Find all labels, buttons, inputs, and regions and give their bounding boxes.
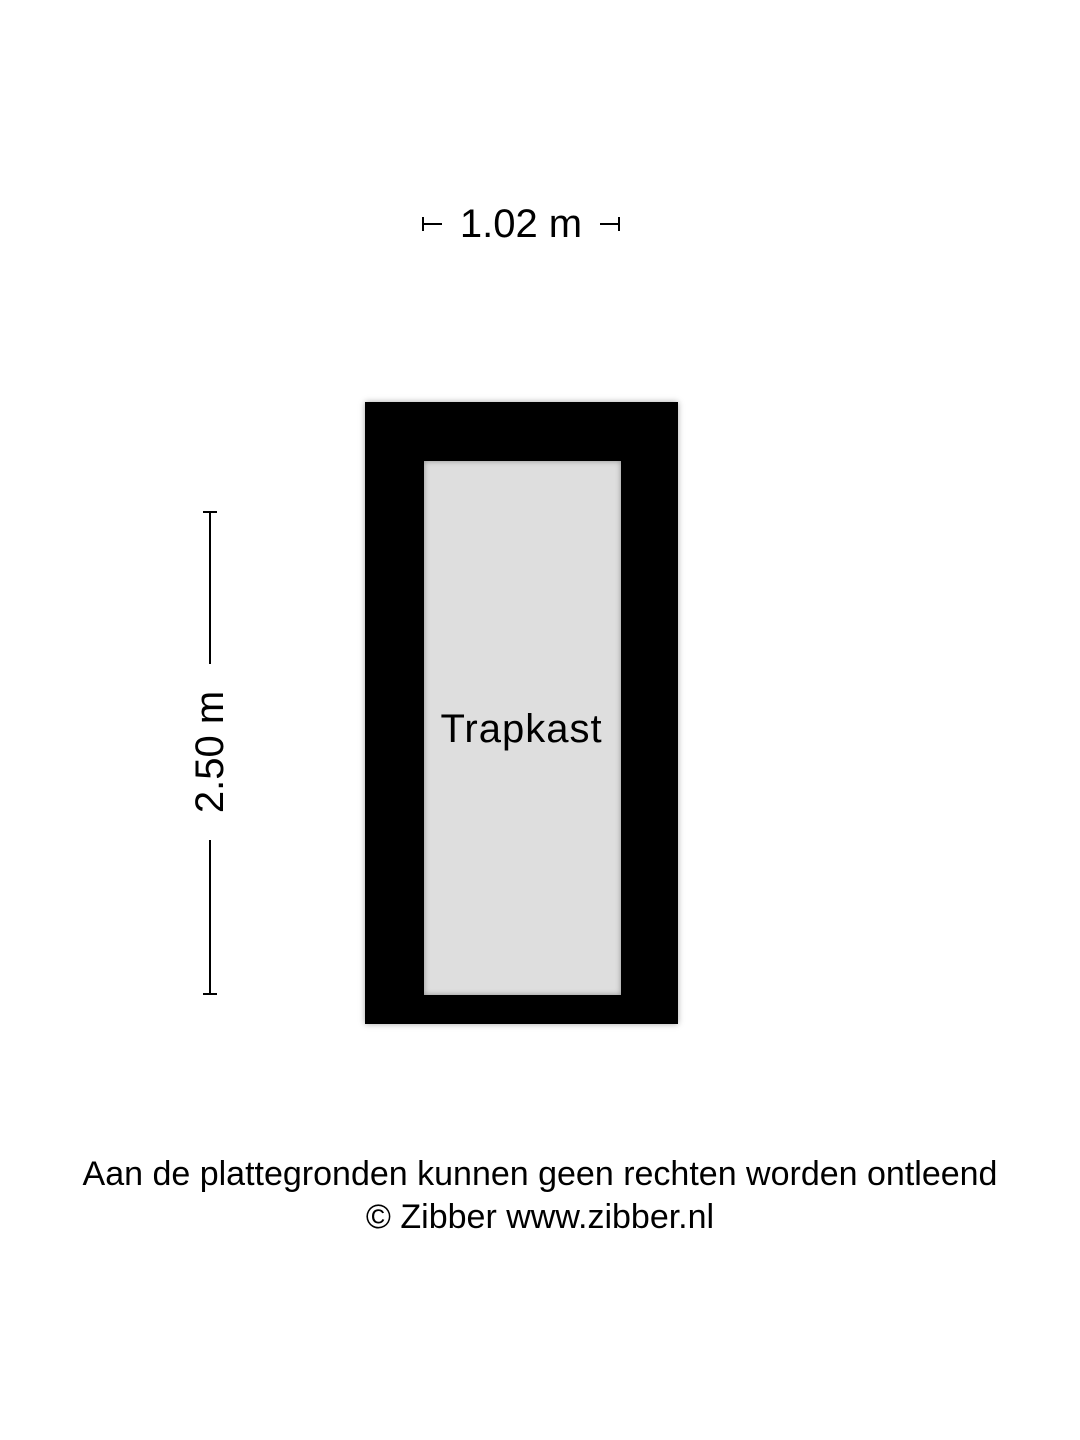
- height-dimension-tick-bottom: [203, 993, 217, 995]
- width-dimension-line-right: [600, 223, 620, 225]
- disclaimer-text: Aan de plattegronden kunnen geen rechten worden ontleend: [82, 1155, 998, 1193]
- copyright-text: © Zibber www.zibber.nl: [365, 1198, 715, 1236]
- width-dimension-tick-right: [618, 217, 620, 231]
- height-dimension-line-top: [209, 512, 211, 664]
- room-label: Trapkast: [440, 707, 603, 751]
- width-dimension-label: 1.02 m: [459, 202, 583, 246]
- footer: [0, 1153, 1080, 1239]
- height-dimension-label: 2.50 m: [188, 690, 232, 814]
- height-dimension-line-bottom: [209, 840, 211, 994]
- width-dimension: [420, 200, 622, 250]
